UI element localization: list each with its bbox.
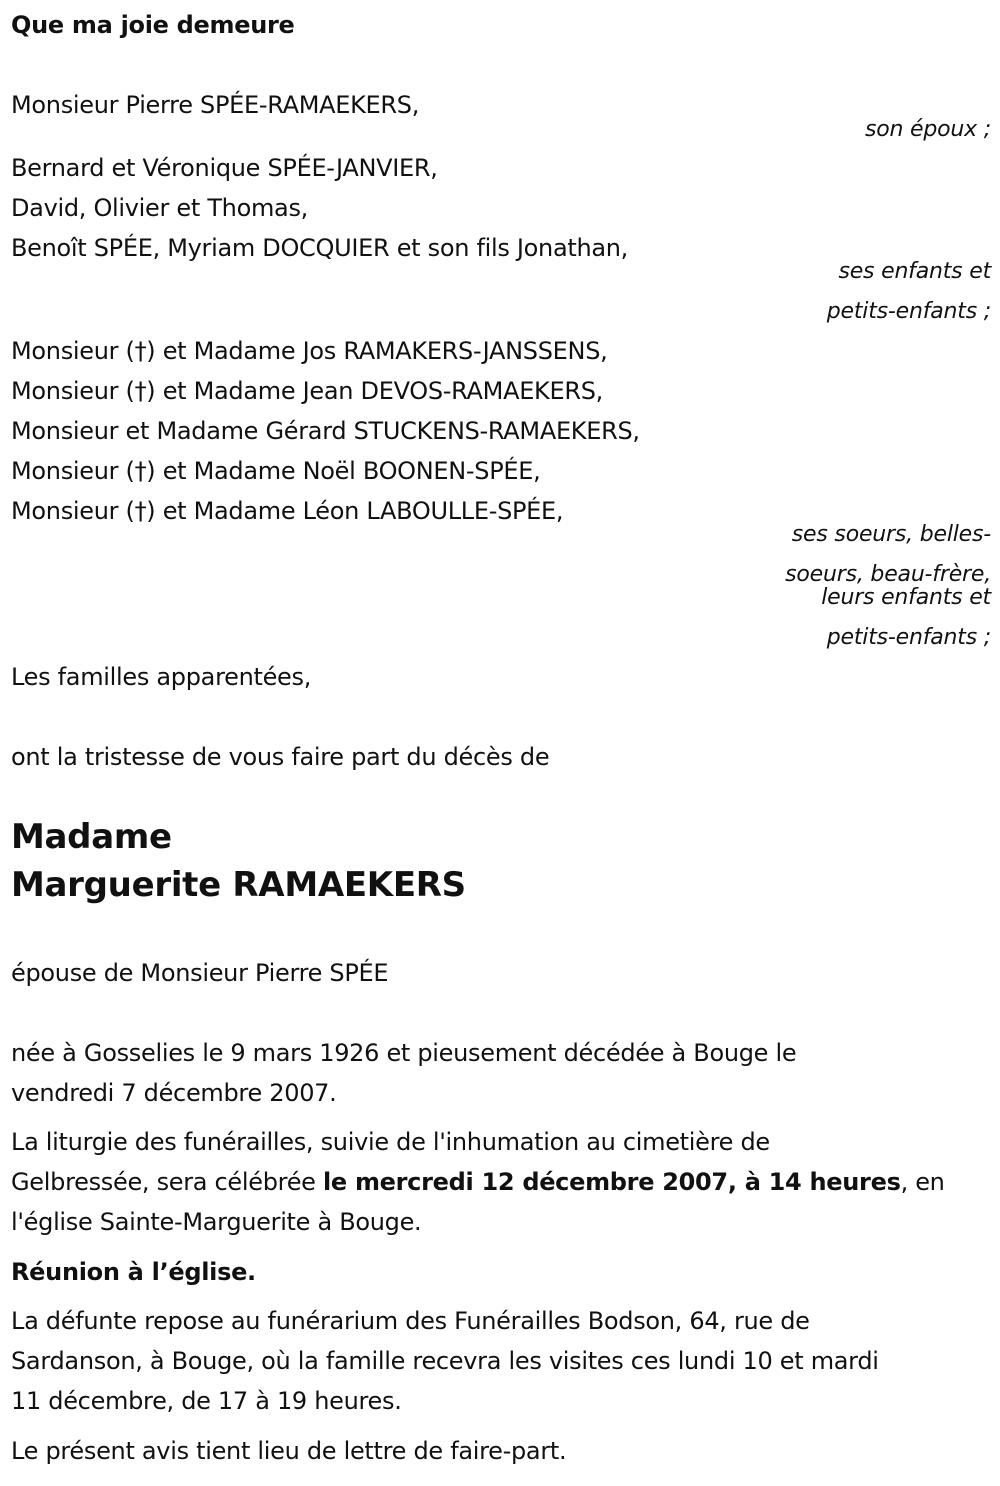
- funeral-line: [11, 1167, 945, 1197]
- siblings-role: petits-enfants ;: [826, 625, 991, 650]
- sibling-line: Monsieur (†) et Madame Jos RAMAKERS-JANSSENS,: [11, 337, 608, 365]
- visitation-line: 11 décembre, de 17 à 19 heures.: [11, 1387, 402, 1415]
- birth-death-line: née à Gosselies le 9 mars 1926 et pieusement décédée à Bouge le: [11, 1039, 797, 1067]
- children-role: ses enfants et: [838, 259, 991, 284]
- siblings-role: ses soeurs, belles-: [791, 522, 991, 547]
- visitation-line: Sardanson, à Bouge, où la famille recevra les visites ces lundi 10 et mardi: [11, 1347, 879, 1375]
- siblings-role: leurs enfants et: [821, 585, 991, 610]
- relatives-line: Les familles apparentées,: [11, 663, 312, 691]
- funeral-text: Gelbressée, sera célébrée: [11, 1168, 323, 1196]
- visitation-line: La défunte repose au funérarium des Funérailles Bodson, 64, rue de: [11, 1307, 810, 1335]
- deceased-name: Marguerite RAMAEKERS: [11, 865, 466, 905]
- meeting-line: Réunion à l’église.: [11, 1258, 256, 1286]
- children-line: David, Olivier et Thomas,: [11, 194, 308, 222]
- funeral-line: l'église Sainte-Marguerite à Bouge.: [11, 1208, 422, 1236]
- deceased-title: Madame: [11, 817, 172, 857]
- notice-heading: Que ma joie demeure: [11, 11, 295, 39]
- closing-line: Le présent avis tient lieu de lettre de faire-part.: [11, 1437, 567, 1465]
- funeral-date-time: le mercredi 12 décembre 2007, à 14 heures: [322, 1168, 901, 1196]
- spouse-of-line: épouse de Monsieur Pierre SPÉE: [11, 959, 389, 987]
- siblings-role: soeurs, beau-frère,: [785, 562, 991, 587]
- spouse-line: Monsieur Pierre SPÉE-RAMAEKERS,: [11, 91, 420, 119]
- sibling-line: Monsieur (†) et Madame Noël BOONEN-SPÉE,: [11, 457, 541, 485]
- sibling-line: Monsieur (†) et Madame Léon LABOULLE-SPÉE,: [11, 497, 564, 525]
- spouse-role: son époux ;: [865, 117, 991, 142]
- children-line: Bernard et Véronique SPÉE-JANVIER,: [11, 154, 438, 182]
- funeral-text: , en: [900, 1168, 945, 1196]
- announcement-line: ont la tristesse de vous faire part du décès de: [11, 743, 550, 771]
- funeral-line: La liturgie des funérailles, suivie de l'inhumation au cimetière de: [11, 1128, 770, 1156]
- children-line: Benoît SPÉE, Myriam DOCQUIER et son fils Jonathan,: [11, 234, 629, 262]
- sibling-line: Monsieur (†) et Madame Jean DEVOS-RAMAEKERS,: [11, 377, 604, 405]
- sibling-line: Monsieur et Madame Gérard STUCKENS-RAMAEKERS,: [11, 417, 640, 445]
- children-role: petits-enfants ;: [826, 299, 991, 324]
- birth-death-line: vendredi 7 décembre 2007.: [11, 1079, 337, 1107]
